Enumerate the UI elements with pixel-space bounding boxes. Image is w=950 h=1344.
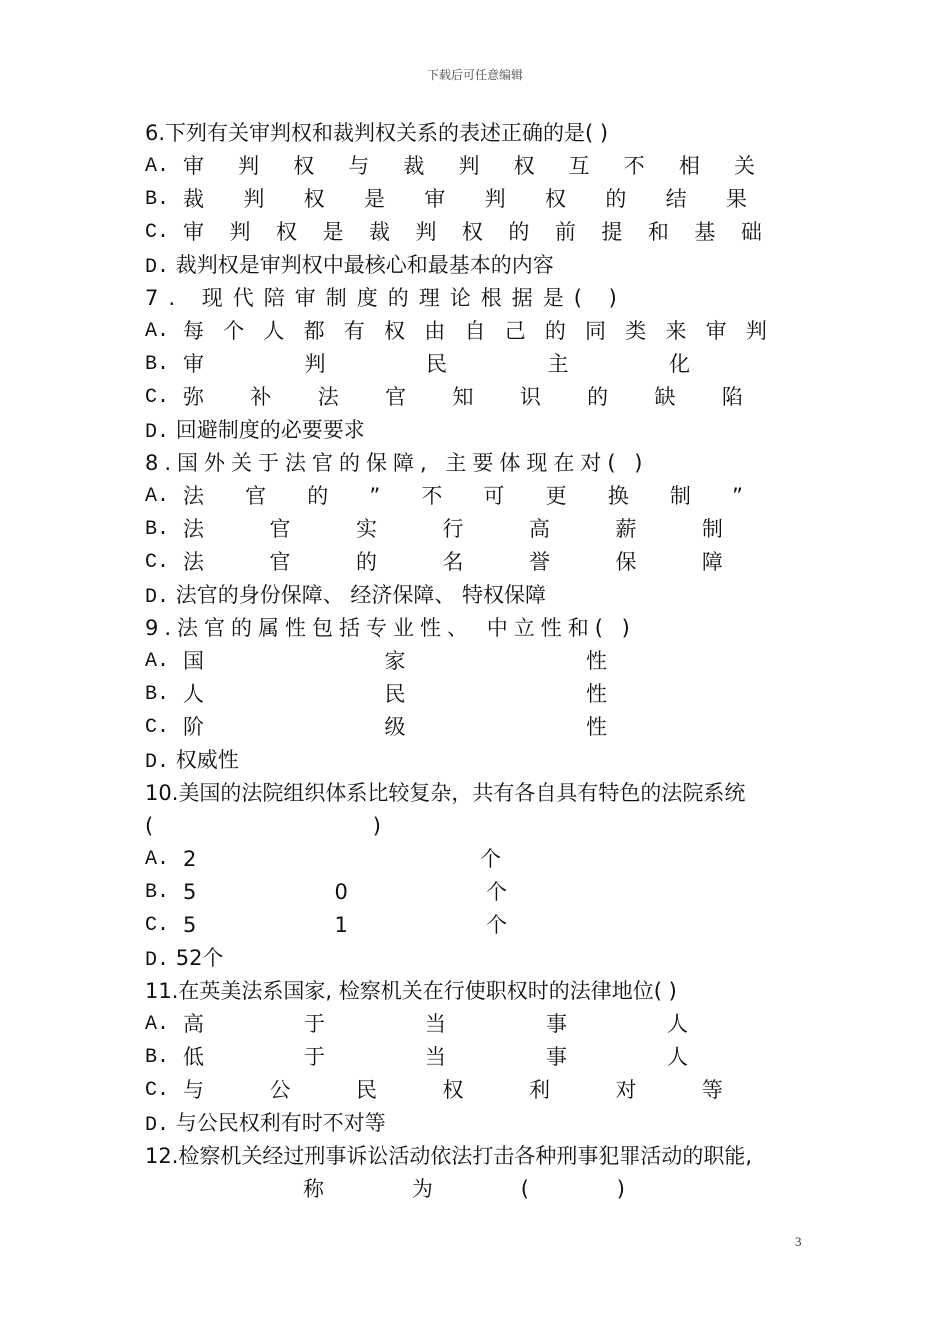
page-number: 3 bbox=[795, 1234, 802, 1249]
question-list bbox=[145, 117, 775, 1206]
option-8c bbox=[145, 546, 723, 579]
option-10b bbox=[145, 876, 507, 909]
option-text: 2 个 bbox=[183, 847, 501, 871]
option-7b bbox=[145, 348, 690, 381]
option-11a bbox=[145, 1008, 688, 1041]
question-11-stem: 11.在英美法系国家, 检察机关在行使职权时的法律地位( ) bbox=[145, 979, 677, 1003]
option-7a bbox=[145, 315, 767, 348]
option-label: A. bbox=[145, 848, 170, 871]
option-10a bbox=[145, 843, 501, 876]
option-label: C. bbox=[145, 1079, 170, 1102]
option-6b bbox=[145, 183, 747, 216]
option-7d bbox=[145, 414, 775, 447]
page-header: 下载后可任意编辑 bbox=[426, 68, 523, 82]
option-9b bbox=[145, 678, 607, 711]
option-label: D. bbox=[145, 586, 170, 609]
option-label: D. bbox=[145, 949, 170, 972]
question-12-stem: 12.检察机关经过刑事诉讼活动依法打击各种刑事犯罪活动的职能, bbox=[145, 1144, 753, 1168]
option-label: B. bbox=[145, 353, 170, 376]
option-10d bbox=[145, 942, 775, 975]
option-label: B. bbox=[145, 518, 170, 541]
option-text: 裁 判 权 是 审 判 权 的 结 果 bbox=[183, 187, 747, 211]
option-6a bbox=[145, 150, 755, 183]
option-text: 人 民 性 bbox=[183, 682, 607, 706]
option-label: B. bbox=[145, 1046, 170, 1069]
option-9a bbox=[145, 645, 607, 678]
option-label: A. bbox=[145, 650, 170, 673]
option-8d bbox=[145, 579, 775, 612]
option-11b bbox=[145, 1041, 688, 1074]
option-8a bbox=[145, 480, 743, 513]
option-text: 与公民权利有时不对等 bbox=[175, 1111, 386, 1135]
option-label: C. bbox=[145, 386, 170, 409]
option-text: 法 官 的 ” 不 可 更 换 制 ” bbox=[183, 484, 743, 508]
option-text: 与 公 民 权 利 对 等 bbox=[183, 1078, 723, 1102]
option-text: 审 判 权 是 裁 判 权 的 前 提 和 基 础 bbox=[183, 220, 762, 244]
question-7-stem: 7. 现代陪审制度的理论根据是( ) bbox=[145, 286, 627, 310]
question-10-stem: 10.美国的法院组织体系比较复杂，共有各自具有特色的法院系统 bbox=[145, 781, 746, 805]
option-label: C. bbox=[145, 914, 170, 937]
option-text: 法 官 实 行 高 薪 制 bbox=[183, 517, 723, 541]
option-text: 法官的身份保障、 经济保障、 特权保障 bbox=[175, 583, 547, 607]
option-text: 5 1 个 bbox=[183, 913, 507, 937]
option-label: D. bbox=[145, 751, 170, 774]
option-label: C. bbox=[145, 716, 170, 739]
answer-blank: 称 为 ( ) bbox=[303, 1177, 625, 1201]
option-11d bbox=[145, 1107, 775, 1140]
option-text: 法 官 的 名 誉 保 障 bbox=[183, 550, 723, 574]
option-text: 阶 级 性 bbox=[183, 715, 607, 739]
option-text: 52个 bbox=[175, 946, 224, 970]
option-label: B. bbox=[145, 683, 170, 706]
option-text: 5 0 个 bbox=[183, 880, 507, 904]
option-label: B. bbox=[145, 188, 170, 211]
question-10-stem-cont bbox=[145, 810, 381, 843]
option-label: B. bbox=[145, 881, 170, 904]
option-label: A. bbox=[145, 485, 170, 508]
question-9-stem: 9.法官的属性包括专业性、 中立性和( ) bbox=[145, 616, 636, 640]
option-text: 每 个 人 都 有 权 由 自 己 的 同 类 来 审 判 bbox=[183, 319, 767, 343]
option-label: C. bbox=[145, 551, 170, 574]
option-text: 审 判 民 主 化 bbox=[183, 352, 690, 376]
option-text: 低 于 当 事 人 bbox=[183, 1045, 688, 1069]
option-8b bbox=[145, 513, 723, 546]
option-text: 国 家 性 bbox=[183, 649, 607, 673]
option-text: 裁判权是审判权中最核心和最基本的内容 bbox=[175, 253, 554, 277]
question-8-stem: 8.国外关于法官的保障, 主要体现在对( ) bbox=[145, 451, 649, 475]
option-text: 权威性 bbox=[175, 748, 239, 772]
question-6-stem: 6.下列有关审判权和裁判权关系的表述正确的是( ) bbox=[145, 121, 609, 145]
option-label: D. bbox=[145, 1114, 170, 1137]
option-label: C. bbox=[145, 221, 170, 244]
option-6c bbox=[145, 216, 762, 249]
answer-blank: ( ) bbox=[145, 814, 381, 838]
option-label: A. bbox=[145, 1013, 170, 1036]
question-12-stem-cont bbox=[303, 1173, 625, 1206]
option-text: 高 于 当 事 人 bbox=[183, 1012, 688, 1036]
option-text: 回避制度的必要要求 bbox=[175, 418, 365, 442]
option-9c bbox=[145, 711, 607, 744]
option-label: D. bbox=[145, 421, 170, 444]
option-text: 审 判 权 与 裁 判 权 互 不 相 关 bbox=[183, 154, 755, 178]
option-label: D. bbox=[145, 256, 170, 279]
option-10c bbox=[145, 909, 507, 942]
option-label: A. bbox=[145, 155, 170, 178]
option-label: A. bbox=[145, 320, 170, 343]
option-11c bbox=[145, 1074, 723, 1107]
option-6d bbox=[145, 249, 775, 282]
option-7c bbox=[145, 381, 743, 414]
option-9d bbox=[145, 744, 775, 777]
option-text: 弥 补 法 官 知 识 的 缺 陷 bbox=[183, 385, 743, 409]
